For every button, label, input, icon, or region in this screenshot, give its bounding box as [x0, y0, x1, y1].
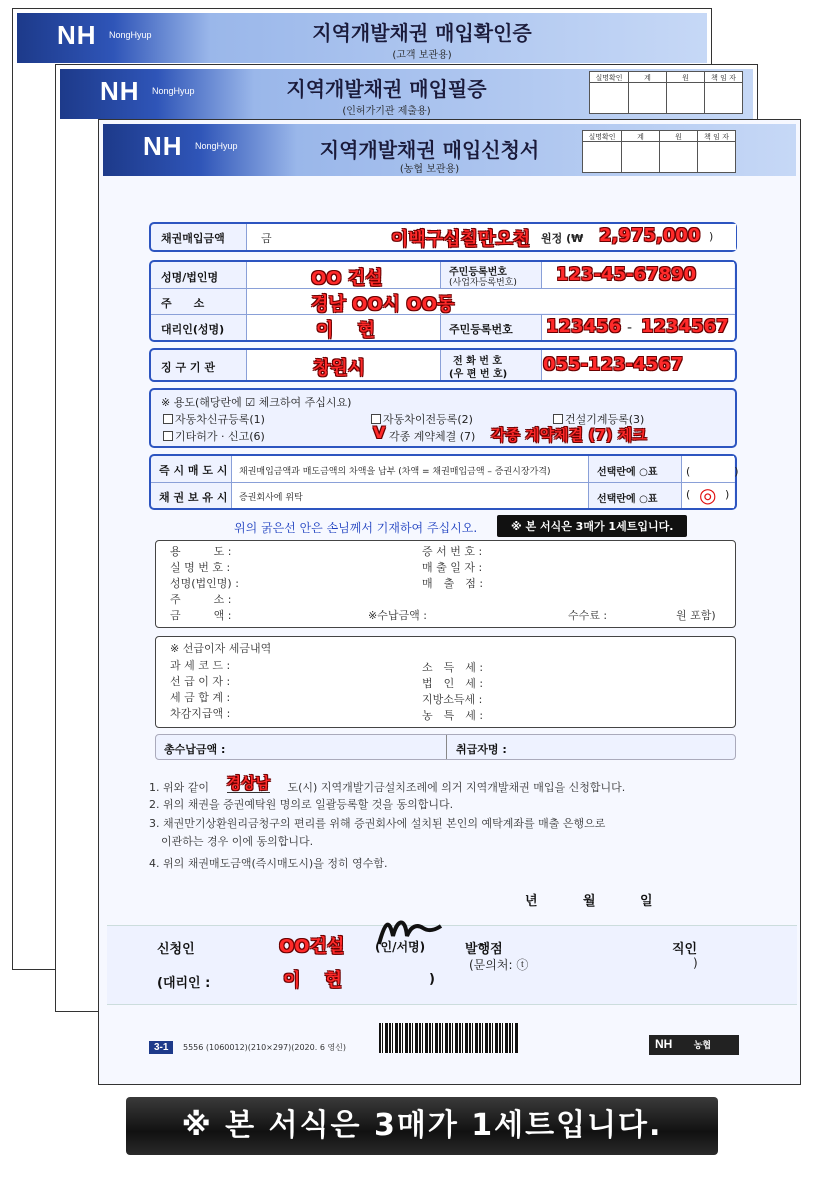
agent-sign-label: (대리인 : [157, 976, 211, 991]
sheet-header [17, 13, 707, 63]
rec-id-label: 실 명 번 호 : [170, 561, 231, 574]
agency-tel[interactable]: 055-123-4567 [543, 354, 684, 375]
hold-select-close: ) [725, 488, 730, 501]
tax-total-label: 세 금 합 계 : [170, 691, 231, 704]
amount-prefix: 금 [261, 232, 272, 245]
date-day: 일 [640, 894, 653, 909]
agency-tel-label: 전 화 번 호 [453, 356, 503, 367]
sheet-header [103, 124, 796, 176]
clause-1: 1. 위와 같이 경상남 도(시) 지역개발기금설치조례에 의거 지역개발채권 매입을 신청합니다. [149, 774, 626, 794]
applicant-box [149, 260, 737, 342]
set-banner-text: ※ 본 서식은 3매가 1세트입니다. [181, 1108, 663, 1143]
address-label: 주 소 [161, 297, 205, 310]
purpose-opt-transfer-car[interactable]: 자동차이전등록(2) [371, 411, 473, 427]
amount-value[interactable]: 2,975,000 [599, 225, 701, 246]
purpose-check-mark[interactable]: V [373, 423, 386, 442]
tax-income-label: 소 득 세 : [422, 661, 484, 674]
sheet-subtitle: (인허가기관 제출용) [342, 106, 431, 117]
sale-select-mark[interactable]: ( ) [686, 465, 739, 478]
rec-purpose-label: 용 도 : [170, 545, 232, 558]
applicant-sign-label: 신청인 [157, 942, 195, 957]
hold-description: 증권회사에 위탁 [239, 493, 303, 503]
inquiry-close: ) [693, 956, 698, 970]
rec-received-label: ※수납금액 : [368, 609, 427, 622]
purpose-opt-contract[interactable]: 각종 계약체결 (7) [389, 430, 476, 443]
rec-addr-label: 주 소 : [170, 593, 232, 606]
total-box [155, 734, 736, 760]
set-badge: ※ 본 서식은 3매가 1세트입니다. [497, 515, 687, 537]
seal-label: (인/서명) [375, 940, 426, 954]
approval-box: 실명확인 계 원 책 임 자 [582, 130, 736, 173]
agent-id-front[interactable]: 123456 [546, 316, 622, 337]
agent-id-back[interactable]: 1234567 [641, 316, 729, 337]
applicant-id-sublabel: (사업자등록번호) [449, 278, 517, 288]
nh-logo: NH [100, 76, 140, 106]
agent-sign-close: ) [429, 972, 435, 987]
inquiry-label: (문의처: ⓣ [469, 958, 529, 972]
hold-select-open: ( [686, 488, 691, 501]
nh-logo-sub: NongHyup [109, 30, 152, 40]
sheet-title: 지역개발채권 매입신청서 [319, 138, 540, 162]
agency-box [149, 348, 737, 382]
tax-local-label: 지방소득세 : [422, 693, 483, 706]
handwritten-signature [375, 914, 443, 948]
fill-instruction: 위의 굵은선 안은 손님께서 기재하여 주십시오. [234, 521, 478, 535]
clause-2: 2. 위의 채권을 증권예탁원 명의로 일괄등록할 것을 동의합니다. [149, 798, 454, 811]
tax-code-label: 과 세 코 드 : [170, 659, 231, 672]
tax-rural-label: 농 특 세 : [422, 709, 484, 722]
amount-label: 채권매입금액 [161, 232, 225, 245]
applicant-sign-name[interactable]: OO건설 [279, 936, 345, 957]
form-number: 5556 (1060012)(210×297)(2020. 6 영신) [183, 1043, 347, 1052]
nh-logo-sub: NongHyup [152, 86, 195, 96]
purpose-box [149, 388, 737, 448]
handler-label: 취급자명 : [456, 743, 507, 756]
purpose-opt-other[interactable]: 기타허가 · 신고(6) [163, 428, 265, 444]
applicant-id[interactable]: 123-45-67890 [556, 264, 697, 285]
sheet-subtitle: (농협 보관용) [399, 164, 460, 175]
applicant-name-label: 성명/법인명 [161, 271, 219, 284]
rec-amount-label: 금 액 : [170, 609, 232, 622]
official-seal-label: 직인 [672, 942, 698, 957]
nh-logo-sub: NongHyup [195, 141, 238, 151]
settlement-box [149, 454, 737, 510]
address-value[interactable]: 경남 OO시 OO동 [311, 294, 455, 315]
agent-label: 대리인(성명) [161, 323, 225, 336]
clause-3-cont: 이관하는 경우 이에 동의합니다. [161, 835, 314, 848]
tax-net-label: 차감지급액 : [170, 707, 231, 720]
agency-zip-label: (우 편 번 호) [449, 369, 508, 380]
tax-prepaid-label: 선 급 이 자 : [170, 675, 231, 688]
checkbox-icon[interactable] [553, 414, 563, 424]
purpose-opt-construction[interactable]: 건설기계등록(3) [553, 411, 644, 427]
set-banner [126, 1097, 718, 1155]
sheet-application-form [98, 119, 801, 1085]
nh-logo: NH [143, 131, 183, 161]
checkbox-icon[interactable] [163, 414, 173, 424]
sheet-title: 지역개발채권 매입확인증 [312, 21, 532, 45]
agent-id-label: 주민등록번호 [449, 323, 513, 336]
tax-box [155, 636, 736, 728]
sheet-header [60, 69, 753, 119]
purpose-heading: ※ 용도(해당란에 ☑ 체크하여 주십시요) [161, 396, 352, 409]
applicant-id-label: 주민등록번호 [449, 267, 507, 278]
sale-select-label: 선택란에 ○표 [597, 467, 658, 478]
total-label: 총수납금액 : [164, 743, 226, 756]
signature-area [107, 925, 797, 1005]
agent-sign-name[interactable]: 이 현 [283, 970, 343, 991]
clause-3: 3. 채권만기상환원리금청구의 편리를 위해 증권회사에 설치된 본인의 예탁계좌를 매출 은행으로 [149, 817, 606, 830]
record-box [155, 540, 736, 628]
issuing-branch-label: 발행점 [465, 942, 503, 957]
form-code: 3-1 [149, 1041, 173, 1054]
barcode [379, 1023, 519, 1053]
rec-name-label: 성명(법인명) : [170, 577, 239, 590]
purpose-annotation: 각종 계약체결 (7) 체크 [491, 426, 647, 444]
hold-select-label: 선택란에 ○표 [597, 494, 658, 505]
rec-cert-label: 증 서 번 호 : [422, 545, 483, 558]
hold-select-mark[interactable]: ◎ [699, 483, 717, 507]
date-year: 년 [525, 894, 538, 909]
footer-logo: NH 농협 [649, 1035, 739, 1055]
sale-label: 즉 시 매 도 시 [159, 464, 228, 477]
tax-corp-label: 법 인 세 : [422, 677, 484, 690]
clause-4: 4. 위의 채권매도금액(즉시매도시)을 정히 영수함. [149, 857, 388, 870]
tax-heading: ※ 선급이자 세금내역 [170, 642, 272, 655]
rec-fee-tail: 원 포함) [676, 609, 716, 622]
amount-box [149, 222, 737, 252]
agency-label: 징 구 기 관 [161, 361, 215, 374]
checkbox-icon[interactable] [163, 431, 173, 441]
amount-close: ) [709, 230, 714, 243]
agent-id-separator: - [627, 320, 633, 336]
amount-korean[interactable]: 이백구십칠만오천 [391, 229, 531, 250]
rec-fee-label: 수수료 : [568, 609, 608, 622]
rec-date-label: 매 출 일 자 : [422, 561, 483, 574]
agency-name[interactable]: 창원시 [313, 358, 366, 379]
date-month: 월 [583, 894, 596, 909]
rec-branch-label: 매 출 점 : [422, 577, 484, 590]
approval-box: 실명확인 계 원 책 임 자 [589, 71, 743, 114]
clause-region[interactable]: 경상남 [226, 774, 270, 792]
sheet-subtitle: (고객 보관용) [392, 50, 452, 61]
agent-name[interactable]: 이 현 [316, 320, 376, 341]
nh-logo: NH [57, 20, 97, 50]
sale-description: 채권매입금액과 매도금액의 차액을 납부 (차액 = 채권매입금액 – 증권시장가격) [239, 467, 551, 477]
amount-won-label: 원정 (₩ [541, 232, 584, 245]
applicant-name[interactable]: OO 건설 [311, 268, 383, 289]
purpose-opt-new-car[interactable]: 자동차신규등록(1) [163, 411, 265, 427]
sheet-title: 지역개발채권 매입필증 [286, 77, 487, 101]
hold-label: 채 권 보 유 시 [159, 491, 228, 504]
